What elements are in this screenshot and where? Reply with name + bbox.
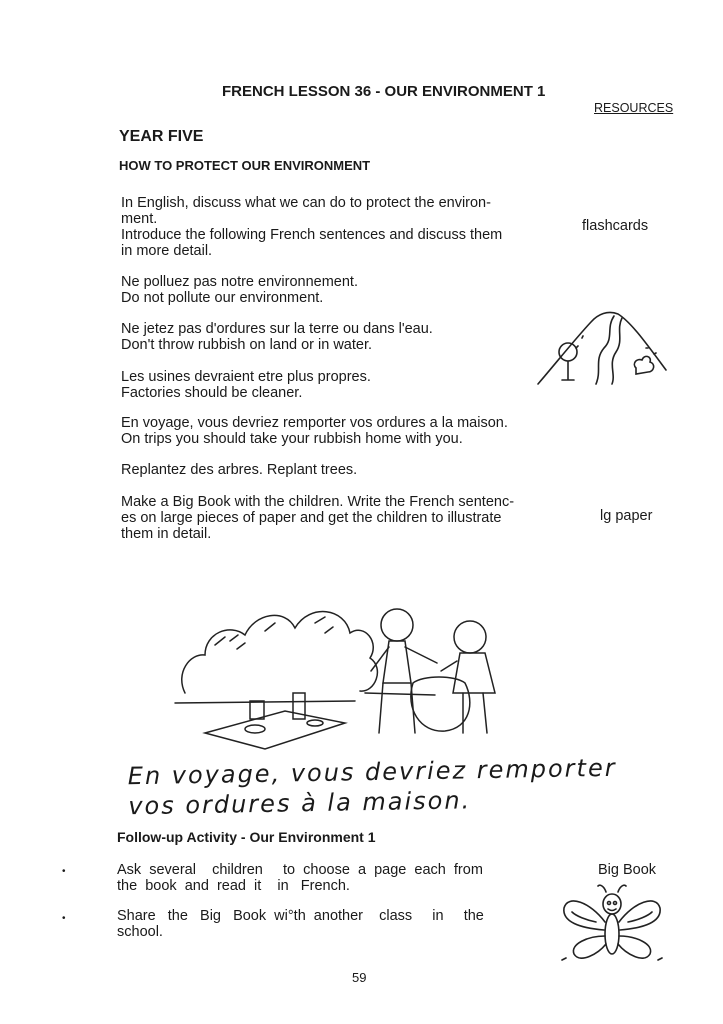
bullet: • xyxy=(62,913,66,924)
text-line: Ne jetez pas d'ordures sur la terre ou dans l'eau. xyxy=(121,321,433,337)
text-line: ment. xyxy=(121,211,158,227)
section-subtitle: HOW TO PROTECT OUR ENVIRONMENT xyxy=(119,158,371,173)
followup-item-1 xyxy=(117,862,557,894)
year-heading: YEAR FIVE xyxy=(119,128,204,145)
resources-heading: RESOURCES xyxy=(594,101,674,115)
bullet: • xyxy=(62,866,66,877)
text-line: In English, discuss what we can do to protect the environ- xyxy=(121,195,491,211)
picnic-illustration xyxy=(175,583,535,753)
followup-item-2 xyxy=(117,908,557,940)
butterfly-illustration xyxy=(560,882,664,964)
lesson-title: FRENCH LESSON 36 - OUR ENVIRONMENT 1 xyxy=(222,83,546,100)
resource-flashcards: flashcards xyxy=(582,218,649,234)
text-line: in more detail. xyxy=(121,243,213,259)
text-line: school. xyxy=(117,924,163,940)
text-line: them in detail. xyxy=(121,526,212,542)
page-number: 59 xyxy=(352,970,367,985)
text-line: Share the Big Book wi°th another class in the xyxy=(117,908,484,924)
text-line: es on large pieces of paper and get the children to illustrate xyxy=(121,510,502,526)
text-line: Les usines devraient etre plus propres. xyxy=(121,369,371,385)
followup-heading: Follow-up Activity - Our Environment 1 xyxy=(117,829,376,845)
text-line: Replantez des arbres. Replant trees. xyxy=(121,462,358,478)
text-line: Factories should be cleaner. xyxy=(121,385,303,401)
text-line: On trips you should take your rubbish home with you. xyxy=(121,431,463,447)
hill-illustration xyxy=(536,308,668,386)
paragraph-sentence-3 xyxy=(121,369,561,401)
resource-big-book: Big Book xyxy=(598,862,657,878)
paragraph-sentence-4 xyxy=(121,415,561,447)
caption-line: vos ordures à la maison. xyxy=(128,786,472,821)
text-line: Don't throw rubbish on land or in water. xyxy=(121,337,373,353)
text-line: Ne polluez pas notre environnement. xyxy=(121,274,358,290)
paragraph-intro xyxy=(121,195,561,259)
paragraph-sentence-2 xyxy=(121,321,561,353)
text-line: Make a Big Book with the children. Write the French sentenc- xyxy=(121,494,515,510)
text-line: the book and read it in French. xyxy=(117,878,350,894)
paragraph-sentence-5 xyxy=(121,462,561,478)
text-line: Do not pollute our environment. xyxy=(121,290,324,306)
text-line: En voyage, vous devriez remporter vos ordures a la maison. xyxy=(121,415,508,431)
illustration-caption xyxy=(128,753,618,822)
paragraph-sentence-1 xyxy=(121,274,561,306)
text-line: Ask several children to choose a page each from xyxy=(117,862,483,878)
paragraph-big-book xyxy=(121,494,561,542)
resource-lg-paper: lg paper xyxy=(600,508,653,524)
text-line: Introduce the following French sentences and discuss them xyxy=(121,227,503,243)
caption-line: En voyage, vous devriez remporter xyxy=(127,753,617,791)
